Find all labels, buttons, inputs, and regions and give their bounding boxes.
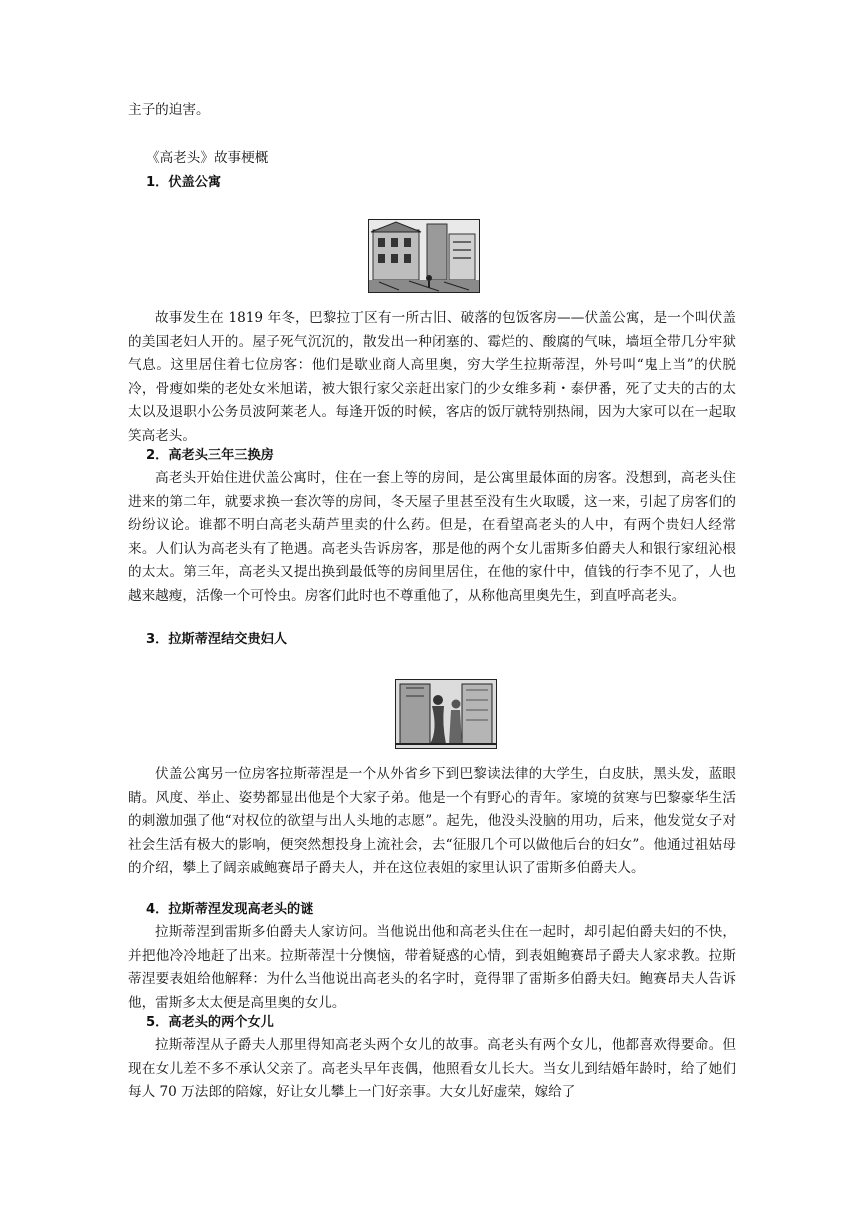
lead-text: 主子的迫害。 [128, 102, 210, 118]
section-1-paragraph: 故事发生在 1819 年冬，巴黎拉丁区有一所古旧、破落的包饭客房——伏盖公寓，是一个叫伏盖的美国老妇人开的。屋子死气沉沉的，散发出一种闭塞的、霉烂的、酸腐的气味，墙垣全带几分牢狱气息。这里居住着七位房客：他们是歇业商人高里奥，穷大学生拉斯蒂涅，外号叫“鬼上当”的伏脱冷，骨瘦如柴的老处女米旭诺，被大银行家父亲赶出家门的少女维多莉・泰伊番，死了丈夫的古的太太以及退职小公务员波阿莱老人。每逢开饭的时候，客店的饭厅就特别热闹，因为大家可以在一起取笑高老头。 [128, 310, 736, 444]
section-2-paragraph: 高老头开始住进伏盖公寓时，住在一套上等的房间，是公寓里最体面的房客。没想到，高老头住进来的第二年，就要求换一套次等的房间，冬天屋子里甚至没有生火取暖，这一来，引起了房客们的纷纷议论。谁都不明白高老头葫芦里卖的什么药。但是，在看望高老头的人中，有两个贵妇人经常来。人们认为高老头有了艳遇。高老头告诉房客，那是他的两个女儿雷斯多伯爵夫人和银行家纽沁根的太太。第三年，高老头又提出换到最低等的房间里居住，在他的家什中，值钱的行李不见了，人也越来越瘦，活像一个可怜虫。房客们此时也不尊重他了，从称他高里奥先生，到直呼高老头。 [128, 470, 736, 604]
story-title: 《高老头》故事梗概 [146, 150, 269, 166]
section-4-heading: 4．拉斯蒂涅发现高老头的谜 [146, 902, 314, 917]
section-2-heading: 2．高老头三年三换房 [146, 448, 274, 463]
section-4-paragraph: 拉斯蒂涅到雷斯多伯爵夫人家访问。当他说出他和高老头住在一起时，却引起伯爵夫妇的不快，并把他冷冷地赶了出来。拉斯蒂涅十分懊恼，带着疑惑的心情，到表姐鲍赛昂子爵夫人家求教。拉斯蒂涅要表姐给他解释：为什么当他说出高老头的名字时，竟得罪了雷斯多伯爵夫妇。鲍赛昂夫人告诉他，雷斯多太太便是高里奥的女儿。 [128, 924, 736, 1011]
section-3-heading: 3．拉斯蒂涅结交贵妇人 [146, 632, 288, 647]
section-5-paragraph: 拉斯蒂涅从子爵夫人那里得知高老头两个女儿的故事。高老头有两个女儿，他都喜欢得要命。但现在女儿差不多不承认父亲了。高老头早年丧偶，他照看女儿长大。当女儿到结婚年龄时，给了她们每人 70 万法郎的陪嫁，好让女儿攀上一门好亲事。大女儿好虚荣，嫁给了 [128, 1037, 736, 1100]
section-3-paragraph: 伏盖公寓另一位房客拉斯蒂涅是一个从外省乡下到巴黎读法律的大学生，白皮肤，黑头发，蓝眼睛。风度、举止、姿势都显出他是个大家子弟。他是一个有野心的青年。家境的贫寒与巴黎豪华生活的刺激加强了他“对权位的欲望与出人头地的志愿”。起先，他没头没脑的用功，后来，他发觉女子对社会生活有极大的影响，便突然想投身上流社会，去“征服几个可以做他后台的妇女”。他通过祖姑母的介绍，攀上了阔亲戚鲍赛昂子爵夫人，并在这位表姐的家里认识了雷斯多伯爵夫人。 [128, 766, 736, 876]
section-5-heading: 5．高老头的两个女儿 [146, 1015, 274, 1030]
drawing-room-illustration [395, 679, 497, 749]
boarding-house-illustration [368, 219, 480, 293]
section-1-heading: 1．伏盖公寓 [146, 175, 222, 190]
